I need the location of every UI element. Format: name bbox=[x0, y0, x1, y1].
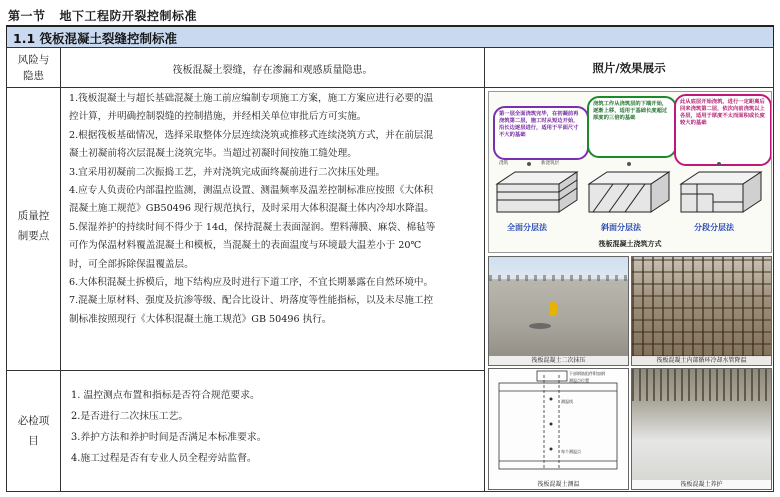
section-title bbox=[8, 7, 211, 24]
bubble-segment-layer: 此从底层开始浇筑，进行一定距离后回来浇筑第二层，依次向前浇筑以上各层，适用于厚度不太而面积或长度较大的基础 bbox=[674, 94, 772, 166]
check-list bbox=[71, 385, 484, 469]
sensor-label-each-point: 每个测温点 bbox=[561, 449, 581, 454]
list-line: 2.根据筏板基础情况，选择采取整体分层连续浇筑或推移式连续浇筑方式，并在前层混 bbox=[69, 129, 434, 141]
worker-figure bbox=[549, 302, 557, 316]
sensor-label-wire: 测温线 bbox=[561, 399, 573, 404]
list-line: 6.大体积混凝土拆模后，地下结构应及时进行下道工序，不宜长期暴露在自然环境中。 bbox=[69, 277, 434, 289]
photo-cooling-pipes bbox=[631, 256, 772, 366]
list-line: 1. 温控测点布置和指标是否符合规范要求。 bbox=[71, 390, 260, 401]
list-line: 4.施工过程是否有专业人员全程旁站监督。 bbox=[71, 453, 257, 464]
quality-label-line1: 质量控 bbox=[17, 210, 50, 222]
quality-label-cell bbox=[6, 87, 61, 371]
photo-temperature-measurement bbox=[488, 368, 629, 490]
check-items-cell bbox=[60, 370, 485, 492]
photo-header-cell bbox=[484, 47, 774, 88]
check-label-line1: 必检项 bbox=[17, 415, 50, 427]
risk-text: 筏板混凝土裂缝，存在渗漏和观感质量隐患。 bbox=[172, 65, 373, 76]
risk-label-line2: 隐患 bbox=[23, 70, 44, 82]
photo-3-caption: 筏板混凝土测温 bbox=[489, 480, 628, 489]
quality-label-line2: 制要点 bbox=[17, 230, 50, 242]
list-line: 5.保湿养护的持续时间不得少于 14d，保持混凝土表面湿润。塑料薄膜、麻袋、棉毡等 bbox=[69, 221, 436, 233]
list-line: 2.是否进行二次抹压工艺。 bbox=[71, 411, 189, 422]
section-number: 第一节 bbox=[8, 9, 46, 23]
bubble-slope-layer: 浇筑工作从浇筑层的下端开始，逐渐上移，适用于基础长度超过厚度的三倍的基础 bbox=[587, 96, 677, 158]
subsection-bar bbox=[6, 27, 774, 48]
risk-label-cell bbox=[6, 47, 61, 88]
label-segment-layer: 分段分层法 bbox=[694, 223, 734, 232]
list-line: 制标准按照现行《大体积混凝土施工规范》GB 50496 执行。 bbox=[69, 313, 332, 325]
label-slope-layer: 斜面分层法 bbox=[601, 223, 641, 232]
list-line: 4.应专人负责砼内部温控监测，测温点设置、测温频率及温差控制标准应按照《大体积 bbox=[69, 185, 434, 197]
photo-1-caption: 筏板混凝土二次抹压 bbox=[489, 356, 628, 365]
sensor-label-point: 测温点位置 bbox=[569, 378, 589, 383]
list-line: 3.养护方法和养护时间是否满足本标准要求。 bbox=[71, 432, 267, 443]
list-line: 可作为保温材料覆盖混凝土和模板，当混凝土的表面温度与环境最大温差小于 20℃ bbox=[69, 240, 422, 252]
list-line: 1.筏板混凝土与超长基础混凝土施工前应编制专项施工方案，施工方案应进行必要的温 bbox=[69, 93, 434, 104]
subsection-title: 1.1 筏板混凝土裂缝控制标准 bbox=[13, 31, 177, 46]
quality-items-cell bbox=[60, 87, 485, 371]
diagram-caption: 筏板混凝土浇筑方式 bbox=[598, 240, 662, 248]
list-line: 时，可全部拆除保温覆盖层。 bbox=[69, 258, 194, 270]
photo-header: 照片/效果展示 bbox=[592, 61, 666, 75]
risk-text-cell bbox=[60, 47, 485, 88]
photo-curing bbox=[631, 368, 772, 490]
list-line: 3.宜采用初凝前二次振捣工艺，并对浇筑完成面终凝前进行二次抹压处理。 bbox=[69, 166, 386, 178]
section-heading: 地下工程防开裂控制标准 bbox=[59, 9, 198, 23]
label-full-layer: 全面分层法 bbox=[507, 223, 547, 232]
photo-2-caption: 筏板混凝土内部循环冷却水管降温 bbox=[632, 356, 771, 365]
pouring-method-diagram bbox=[488, 91, 772, 253]
risk-label-line1: 风险与 bbox=[17, 54, 50, 66]
diagram-tag-new-layer: 新浇筑层 bbox=[541, 161, 559, 166]
diagram-tag-pour: 浇筑 bbox=[499, 161, 508, 166]
list-line: 混凝土施工规范》GB50496 现行规范执行，及时采用大体积混凝土体内冷却水降温。 bbox=[69, 203, 434, 215]
list-line: 凝土初凝前将次层混凝土浇筑完毕。当超过初凝时间按施工缝处理。 bbox=[69, 148, 357, 160]
check-label-line2: 目 bbox=[28, 435, 39, 447]
bubble-full-layer: 第一层全面浇筑完毕，在初凝前再浇筑第二层，施工时从短边开始，沿长边逐层进行，适用于平面尺寸不大的基础 bbox=[493, 106, 589, 160]
photo-secondary-troweling bbox=[488, 256, 629, 366]
list-line: 控计算，并明确控制裂缝的控制措施，并经相关单位审批后方可实施。 bbox=[69, 111, 367, 123]
photo-4-caption: 筏板混凝土养护 bbox=[632, 480, 771, 489]
check-label-cell bbox=[6, 370, 61, 492]
list-line: 7.混凝土原材料、强度及抗渗等级、配合比设计、坍落度等性能指标，以及未尽施工控 bbox=[69, 295, 434, 307]
sensor-label-rebar: 下部钢筋组件附加钢 bbox=[569, 371, 605, 376]
quality-list bbox=[69, 90, 478, 329]
